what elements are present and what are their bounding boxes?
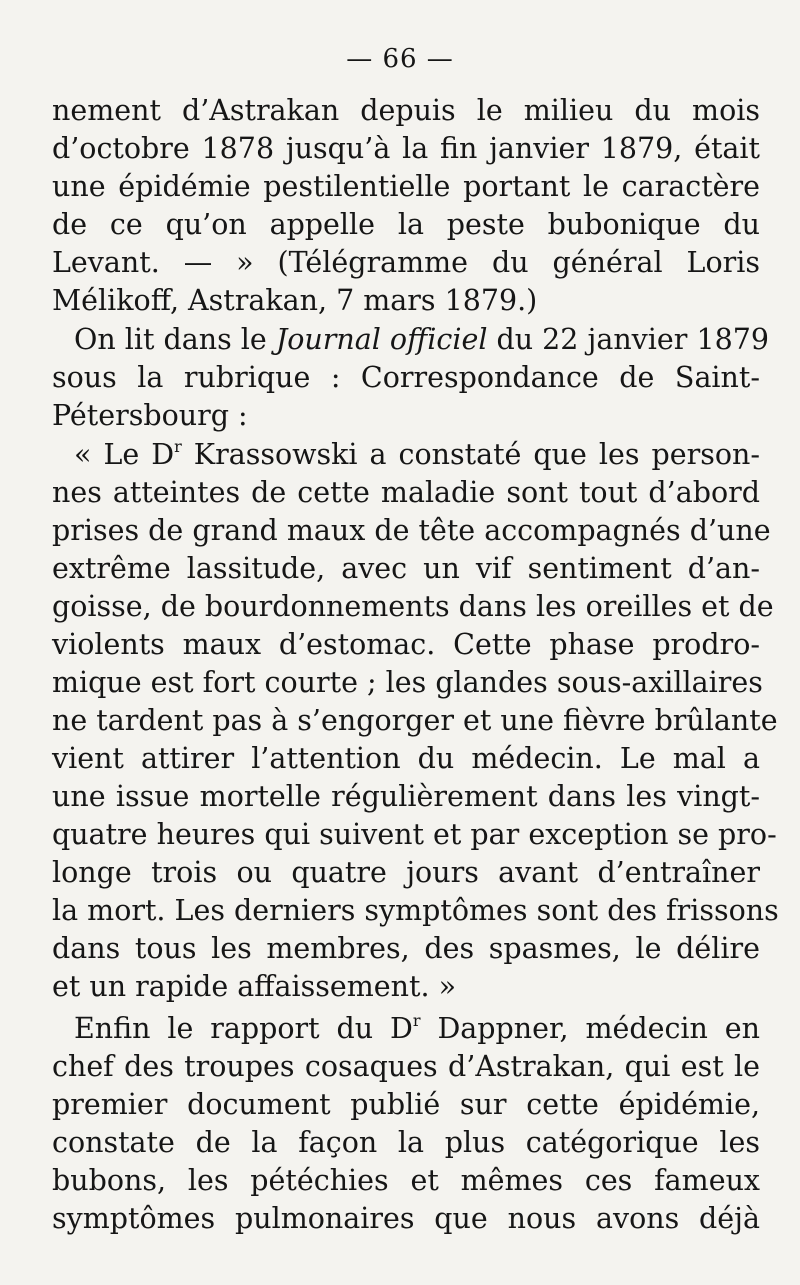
text-line: de ce qu’on appelle la peste bubonique du — [52, 208, 760, 241]
text-run: Enfin le rapport du D — [74, 1012, 413, 1045]
text-line: symptômes pulmonaires que nous avons déjà — [52, 1202, 760, 1235]
text-run: Dappner, médecin en — [437, 1012, 761, 1045]
text-line: Mélikoff, Astrakan, 7 mars 1879.) — [52, 284, 538, 317]
text-line: Levant. — » (Télégramme du général Loris — [52, 246, 760, 279]
text-line: nes atteintes de cette maladie sont tout d’abord — [52, 476, 760, 509]
text-run: Krassowski a constaté que les person- — [193, 438, 760, 471]
text-line: longe trois ou quatre jours avant d’entraîner — [52, 856, 760, 889]
text-line: dans tous les membres, des spasmes, le délire — [52, 932, 760, 965]
text-line: quatre heures qui suivent et par exception se pro- — [52, 818, 777, 851]
text-line: une issue mortelle régulièrement dans les vingt- — [52, 780, 760, 813]
text-line: Pétersbourg : — [52, 399, 248, 432]
journal-title: Journal officiel — [275, 323, 488, 356]
text-line: une épidémie pestilentielle portant le caractère — [52, 170, 760, 203]
text-line: nement d’Astrakan depuis le milieu du mois — [52, 94, 760, 127]
text-line: vient attirer l’attention du médecin. Le mal a — [52, 742, 760, 775]
text-line: sous la rubrique : Correspondance de Saint- — [52, 361, 760, 394]
text-line: ne tardent pas à s’engorger et une fièvre brûlante — [52, 704, 778, 737]
text-run: On lit dans le — [74, 323, 267, 356]
text-line: d’octobre 1878 jusqu’à la fin janvier 1879, était — [52, 132, 760, 165]
text-line: et un rapide affaissement. » — [52, 970, 457, 1003]
text-run: « Le D — [74, 438, 175, 471]
text-line: chef des troupes cosaques d’Astrakan, qui est le — [52, 1050, 760, 1083]
page-number: — 66 — — [346, 44, 454, 74]
text-line — [74, 436, 760, 474]
text-line — [74, 321, 769, 359]
text-line: violents maux d’estomac. Cette phase prodro- — [52, 628, 760, 661]
text-line: bubons, les pétéchies et mêmes ces fameux — [52, 1164, 760, 1197]
superscript: r — [412, 1011, 421, 1030]
text-line: mique est fort courte ; les glandes sous-axillaires — [52, 666, 763, 699]
superscript: r — [174, 437, 182, 456]
text-run: du 22 janvier 1879 — [496, 323, 769, 356]
text-line: prises de grand maux de tête accompagnés d’une — [52, 514, 771, 547]
text-line: constate de la façon la plus catégorique les — [52, 1126, 760, 1159]
text-line: extrême lassitude, avec un vif sentiment d’an- — [52, 552, 760, 585]
text-line: goisse, de bourdonnements dans les oreilles et de — [52, 590, 774, 623]
text-line: premier document publié sur cette épidémie, — [52, 1088, 760, 1121]
text-line — [74, 1010, 760, 1048]
text-line: la mort. Les derniers symptômes sont des frissons — [52, 894, 779, 927]
